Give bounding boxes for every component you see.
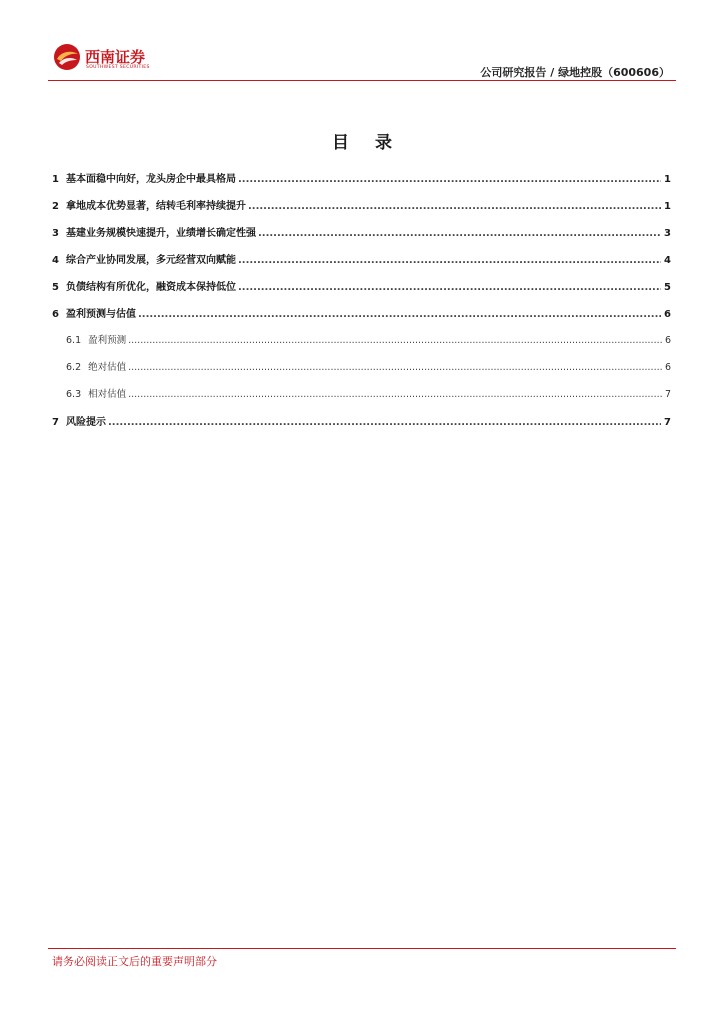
toc-entry-page: 6 bbox=[664, 335, 671, 346]
toc-entry-number: 4 bbox=[52, 255, 59, 266]
toc-entry-label: 风险提示 bbox=[65, 417, 106, 428]
toc-entry-label: 绝对估值 bbox=[88, 362, 127, 373]
toc-entry-number: 6.1 bbox=[66, 335, 82, 346]
toc-entry-number: 5 bbox=[52, 282, 59, 293]
toc-entry[interactable] bbox=[52, 251, 671, 278]
toc-entry-label: 拿地成本优势显著，结转毛利率持续提升 bbox=[65, 201, 246, 212]
toc-entry[interactable] bbox=[52, 197, 671, 224]
toc-entry-page: 6 bbox=[664, 362, 671, 373]
toc-entry-number: 7 bbox=[52, 417, 59, 428]
logo-mark-icon bbox=[52, 42, 82, 72]
toc-leader bbox=[128, 335, 662, 346]
toc-entry[interactable] bbox=[52, 413, 671, 440]
toc-entry-label: 负债结构有所优化，融资成本保持低位 bbox=[65, 282, 236, 293]
toc-leader bbox=[128, 362, 662, 373]
footer-divider bbox=[48, 948, 676, 949]
toc-entry-label: 盈利预测与估值 bbox=[65, 309, 136, 320]
report-label: 公司研究报告 / 绿地控股（600606） bbox=[480, 66, 670, 79]
toc-leader bbox=[138, 309, 661, 320]
toc-leader bbox=[238, 174, 661, 185]
toc-subentry[interactable] bbox=[52, 359, 671, 386]
toc-entry-page: 7 bbox=[664, 417, 671, 428]
footer-disclaimer: 请务必阅读正文后的重要声明部分 bbox=[52, 955, 217, 968]
toc-leader bbox=[238, 282, 661, 293]
toc-entry-page: 4 bbox=[664, 255, 671, 266]
toc-subentry[interactable] bbox=[52, 332, 671, 359]
toc-entry[interactable] bbox=[52, 224, 671, 251]
logo-subtext: SOUTHWEST SECURITIES bbox=[86, 65, 150, 70]
toc-leader bbox=[238, 255, 661, 266]
toc-entry-number: 3 bbox=[52, 228, 59, 239]
toc-entry-number: 6 bbox=[52, 309, 59, 320]
toc-entry-number: 6.3 bbox=[66, 389, 82, 400]
toc-subentry[interactable] bbox=[52, 386, 671, 413]
toc-entry[interactable] bbox=[52, 278, 671, 305]
toc-leader bbox=[108, 417, 661, 428]
toc-entry[interactable] bbox=[52, 305, 671, 332]
toc-entry-page: 6 bbox=[664, 309, 671, 320]
toc-leader bbox=[128, 389, 662, 400]
toc-entry-page: 1 bbox=[664, 174, 671, 185]
toc-entry[interactable] bbox=[52, 170, 671, 197]
toc-title: 目 录 bbox=[332, 133, 402, 153]
toc-entry-page: 7 bbox=[664, 389, 671, 400]
toc-entry-number: 6.2 bbox=[66, 362, 82, 373]
logo-text: 西南证券 bbox=[85, 48, 146, 66]
toc-entry-page: 3 bbox=[664, 228, 671, 239]
header-divider bbox=[48, 80, 676, 81]
toc-entry-page: 1 bbox=[664, 201, 671, 212]
toc-entry-label: 基本面稳中向好，龙头房企中最具格局 bbox=[65, 174, 236, 185]
table-of-contents bbox=[52, 170, 671, 440]
toc-entry-label: 盈利预测 bbox=[88, 335, 127, 346]
toc-entry-label: 综合产业协同发展，多元经营双向赋能 bbox=[65, 255, 236, 266]
toc-entry-number: 2 bbox=[52, 201, 59, 212]
toc-leader bbox=[248, 201, 661, 212]
toc-entry-label: 基建业务规模快速提升，业绩增长确定性强 bbox=[65, 228, 256, 239]
company-logo bbox=[52, 42, 162, 76]
toc-leader bbox=[258, 228, 661, 239]
toc-entry-number: 1 bbox=[52, 174, 59, 185]
toc-entry-label: 相对估值 bbox=[88, 389, 127, 400]
toc-entry-page: 5 bbox=[664, 282, 671, 293]
